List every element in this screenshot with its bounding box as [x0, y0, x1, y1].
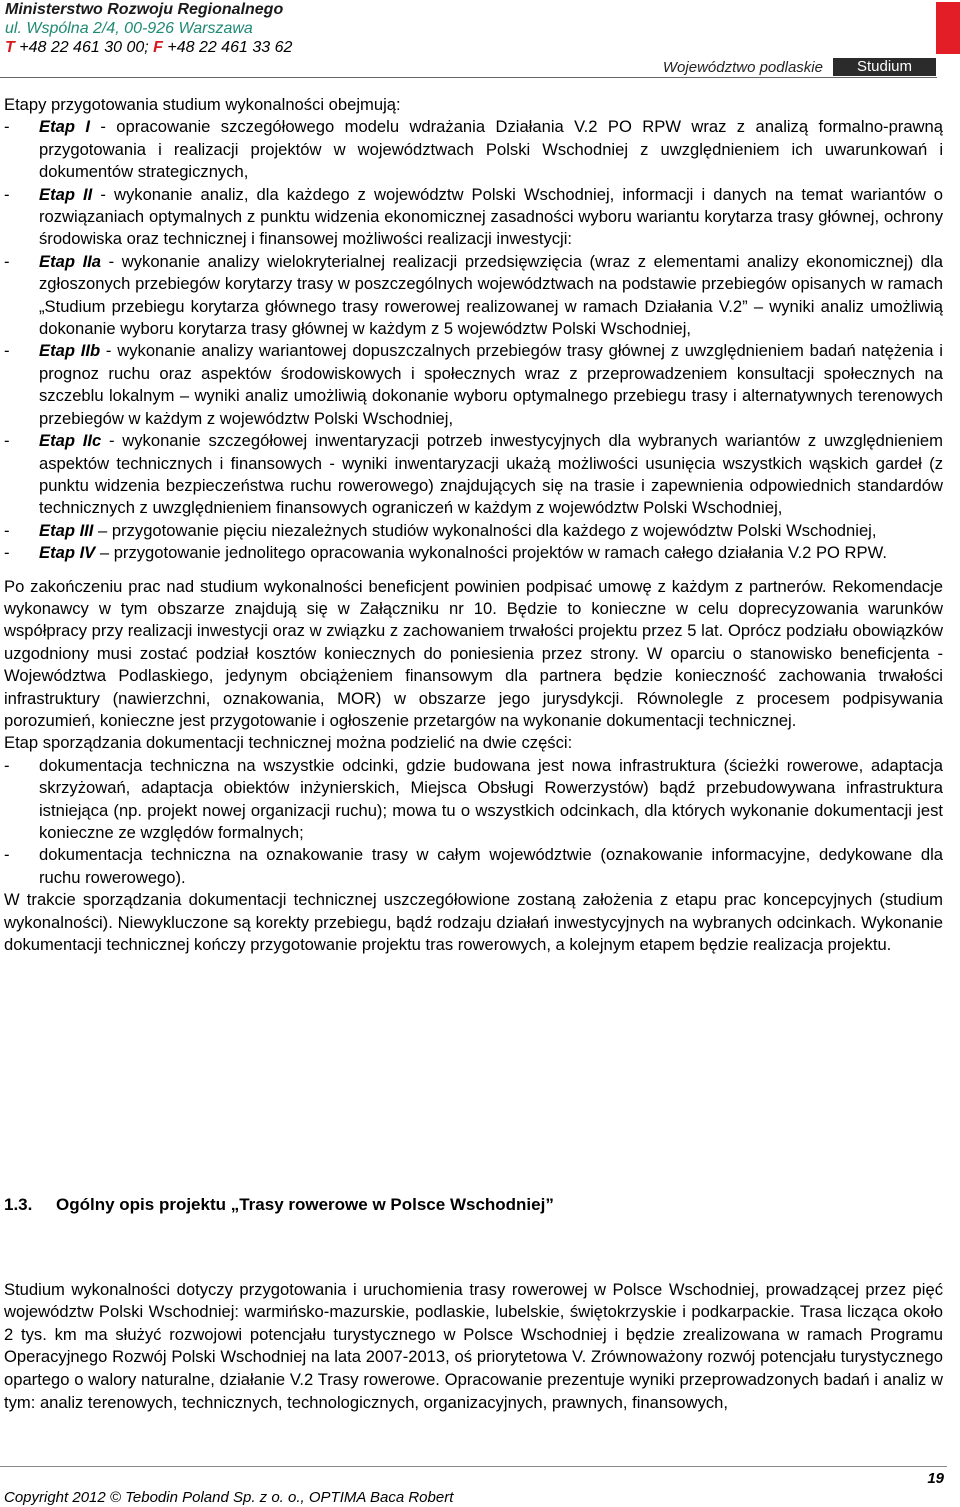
paragraph-doc-details: W trakcie sporządzania dokumentacji technicznej uszczegółowione zostaną założenia z etapu prac koncepcyjnych (studium wykonalności). Niewykluczone są korekty przebiegu, bądź rodzaju działań inwestycyjnych na wybranych odcinkach. Wykonanie dokumentacji technicznej kończy przygotowanie projektu tras rowerowych, a kolejnym etapem będzie realizacja projektu.: [4, 890, 943, 955]
paragraph-doc-intro: Etap sporządzania dokumentacji technicznej można podzielić na dwie części:: [4, 733, 573, 753]
fax-label: F: [153, 39, 163, 56]
list-dash: -: [4, 251, 10, 271]
paragraph-partners: Po zakończeniu prac nad studium wykonalności beneficjent powinien podpisać umowę z każdym z partnerów. Rekomendacje wykonawcy w tym obszarze znajdują się w Załączniku nr 10. Będzie to konieczne w celu doprecyzowania warunków współpracy przy realizacji inwestycji oraz w związku z zachowaniem trwałości projektu przez 5 lat. Oprócz podziału obowiązków uzgodniony musi zostać podział kosztów koniecznych do poniesienia przez strony. W oparciu o stanowisko beneficjenta - Województwa Podlaskiego, jedynym obciążeniem finansowym dla partnera będzie konieczność zachowania trwałości infrastruktury (nawierzchni, oznakowania, MOR) w obszarze jego jurysdykcji. Równolegle z procesem podpisywania porozumień, konieczne jest przygotowanie i ogłoszenie przetargów na wykonanie dokumentacji technicznej.: [4, 576, 943, 730]
list-item: [4, 520, 943, 542]
doc-part-text: dokumentacja techniczna na oznakowanie trasy w całym województwie (oznakowanie informacyjne, dedykowane dla ruchu rowerowego).: [39, 845, 943, 887]
intro-paragraph: Etapy przygotowania studium wykonalności obejmują:: [4, 95, 401, 114]
section-number: 1.3.: [4, 1195, 33, 1214]
brand-accent-block: [936, 2, 960, 54]
stage-text: [39, 520, 943, 542]
list-dash: -: [4, 755, 10, 775]
stage-label: Etap IV: [39, 543, 96, 563]
footer-divider: [0, 1466, 947, 1467]
stage-description: - wykonanie analizy wariantowej dopuszczalnych przebiegów trasy głównej z uwzględnieniem badań natężenia i prognoz ruchu oraz aspektów środowiskowych i społecznych wraz z przeprowadzeniem konsultacji społecznych na szczeblu lokalnym – wyniki analiz umożliwią dokonanie wyboru optymalnego przebiegu trasy i alternatywnych terenowych przebiegów w każdym z województw Polski Wschodniej,: [39, 341, 943, 428]
letterhead: [5, 0, 525, 57]
list-item: [4, 116, 943, 183]
list-item: [4, 340, 943, 430]
fax-number: +48 22 461 33 62: [162, 39, 293, 56]
doc-parts-list: [4, 755, 943, 889]
region-label: Województwo podlaskie: [662, 58, 823, 76]
page-number: 19: [927, 1470, 944, 1487]
stages-list: [4, 116, 943, 564]
stage-text: [39, 340, 943, 430]
header-right: [653, 58, 936, 76]
doc-tag: Studium: [833, 58, 936, 76]
list-dash: -: [4, 117, 10, 137]
stage-description: – przygotowanie pięciu niezależnych studiów wykonalności dla każdego z województw Polski Wschodniej,: [93, 520, 877, 540]
stage-label: Etap IIb: [39, 341, 101, 361]
list-dash: -: [4, 520, 10, 540]
list-item: [4, 184, 943, 251]
stage-text: [39, 251, 943, 341]
list-dash: -: [4, 431, 10, 451]
org-contact: [5, 38, 525, 57]
stage-text: [39, 542, 943, 564]
list-item: [4, 542, 943, 564]
stage-label: Etap I: [39, 117, 90, 137]
stage-description: - wykonanie szczegółowej inwentaryzacji potrzeb inwestycyjnych dla wybranych wariantów z uwzględnieniem aspektów technicznych i finansowych - wyniki inwentaryzacji ukażą możliwości usunięcia wszystkich wąskich gardeł (z punktu widzenia bezpieczeństwa ruchu rowerowego) znajdujących się na trasie i zapewnienia odpowiednich standardów technicznych z uwzględnieniem finansowych ograniczeń w każdym z województw Polski Wschodniej,: [39, 431, 943, 518]
tel-number: +48 22 461 30 00;: [14, 39, 154, 56]
list-dash: -: [4, 341, 10, 361]
stage-label: Etap III: [39, 520, 94, 540]
section-title: Ogólny opis projektu „Trasy rowerowe w Polsce Wschodniej”: [56, 1195, 554, 1214]
stage-text: [39, 184, 943, 251]
main-content: [4, 94, 943, 956]
stage-label: Etap II: [39, 184, 93, 204]
org-name: Ministerstwo Rozwoju Regionalnego: [5, 1, 284, 18]
doc-part-text: dokumentacja techniczna na wszystkie odcinki, gdzie budowana jest nowa infrastruktura (ścieżki rowerowe, adaptacja skrzyżowań, adaptacja obiektów inżynierskich, Miejsca Obsługi Rowerzystów) bądź przebudowywana infrastruktura istniejąca (np. projekt nowej organizacji ruchu); mowa tu o wszystkich odcinkach, dla których wykonanie dokumentacji jest konieczne ze względów formalnych;: [39, 755, 943, 842]
stage-description: - wykonanie analiz, dla każdego z województw Polski Wschodniej, informacji i danych na temat wariantów o rozwiązaniach optymalnych z punktu widzenia ekonomicznej zasadności wyboru wariantu korytarza trasy głównej, ochrony środowiska oraz technicznej i finansowej możliwości realizacji inwestycji:: [39, 184, 943, 249]
list-dash: -: [4, 184, 10, 204]
header-divider: [0, 77, 937, 78]
tel-label: T: [5, 39, 15, 56]
stage-text: [39, 116, 943, 183]
footer-copyright: Copyright 2012 © Tebodin Poland Sp. z o. o., OPTIMA Baca Robert: [4, 1489, 454, 1506]
org-address: ul. Wspólna 2/4, 00-926 Warszawa: [5, 20, 253, 37]
list-item: [4, 844, 943, 889]
stage-text: [39, 430, 943, 520]
stage-label: Etap IIa: [39, 251, 102, 271]
list-item: [4, 430, 943, 520]
stage-label: Etap IIc: [39, 431, 102, 451]
list-dash: -: [4, 543, 10, 563]
stage-description: - wykonanie analizy wielokryterialnej realizacji przedsięwzięcia (wraz z elementami analizy ekonomicznej) dla zgłoszonych przebiegów korytarzy trasy w poszczególnych województwach na podstawie przebiegów opisanych w ramach „Studium przebiegu korytarza głównego trasy rowerowej realizowanej w ramach Działania V.2” – wyniki analiz umożliwią dokonanie wyboru korytarza trasy głównej w każdym z 5 województw Polski Wschodniej,: [39, 251, 943, 339]
list-dash: -: [4, 845, 10, 865]
list-item: [4, 251, 943, 341]
stage-description: - opracowanie szczegółowego modelu wdrażania Działania V.2 PO RPW wraz z analizą formalno-prawną przygotowania i realizacji projektów w województwach Polski Wschodniej z uwzględnieniem ich uwarunkowań i dokumentów strategicznych,: [39, 117, 943, 182]
paragraph-project-description: Studium wykonalności dotyczy przygotowania i uruchomienia trasy rowerowej w Polsce Wschodniej, prowadzącej przez pięć województw Polski Wschodniej: warmińsko-mazurskie, podlaskie, lubelskie, świętokrzyskie i podkarpackie. Trasa licząca około 2 tys. km ma służyć rozwojowi potencjału turystycznego w Polsce Wschodniej i będzie zrealizowana w ramach Programu Operacyjnego Rozwój Polski Wschodniej na lata 2007-2013, oś priorytetowa V. Zrównoważony rozwój potencjału turystycznego opartego o walory naturalne, działanie V.2 Trasy rowerowe. Opracowanie prezentuje wyniki przeprowadzonych badań i analiz w tym: analiz terenowych, technicznych, technologicznych, organizacyjnych, prawnych, finansowych,: [4, 1279, 943, 1412]
list-item: [4, 755, 943, 845]
stage-description: – przygotowanie jednolitego opracowania wykonalności projektów w ramach całego działania V.2 PO RPW.: [95, 543, 887, 563]
section-heading: [4, 1195, 554, 1215]
section-body: [4, 1262, 943, 1431]
